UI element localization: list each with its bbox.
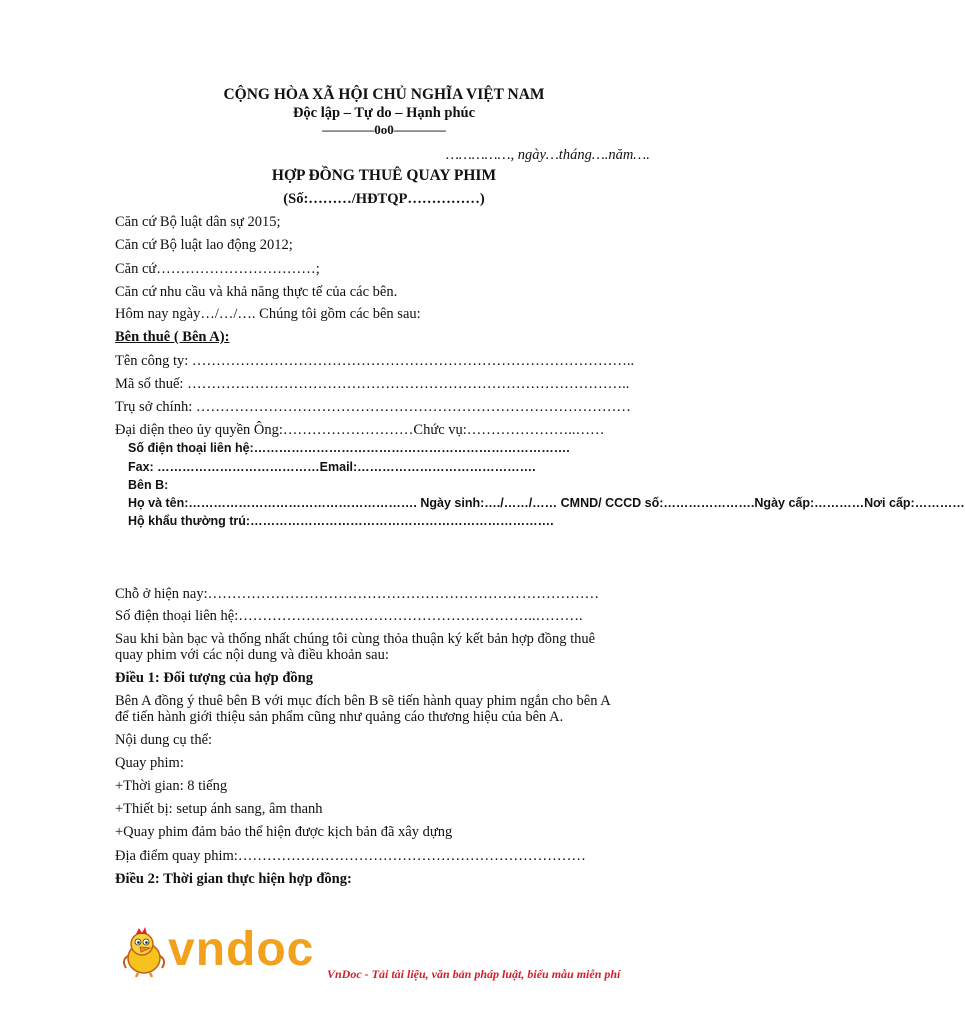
party-a-fax-email: Fax: …………………………………Email:…………………………………….	[128, 460, 536, 474]
party-a-tax-code: Mã số thuế: ………………………………………………………………………………..	[115, 376, 630, 392]
party-a-representative: Đại diện theo ủy quyền Ông:………………………Chức vụ:…………………..……	[115, 422, 605, 438]
party-b-address: Chỗ ở hiện nay:………………………………………………………………………	[115, 586, 600, 602]
article-1-heading: Điều 1: Đối tượng của hợp đồng	[115, 670, 313, 686]
basis-labor-code: Căn cứ Bộ luật lao động 2012;	[115, 237, 293, 253]
chicken-mascot-icon	[118, 926, 170, 978]
article-2-heading: Điều 2: Thời gian thực hiện hợp đồng:	[115, 871, 352, 887]
article-1-script: +Quay phim đảm bảo thể hiện được kịch bản đã xây dựng	[115, 824, 453, 840]
agreement-line-1: Sau khi bàn bạc và thống nhất chúng tôi cùng thỏa thuận ký kết bản hợp đồng thuê	[115, 631, 596, 647]
article-1-para-1: Bên A đồng ý thuê bên B với mục đích bên B sẽ tiến hành quay phim ngắn cho bên A	[115, 693, 611, 709]
basis-other: Căn cứ……………………………;	[115, 261, 320, 277]
party-a-phone: Số điện thoại liên hệ:………………………………………………………………….	[128, 441, 570, 455]
article-1-location: Địa điểm quay phim:………………………………………………………………	[115, 848, 586, 864]
article-1-content-label: Nội dung cụ thể:	[115, 732, 213, 748]
agreement-line-2: quay phim với các nội dung và điều khoản sau:	[115, 647, 389, 663]
date-intro: Hôm nay ngày…/…/…. Chúng tôi gồm các bên sau:	[115, 306, 421, 322]
contract-number: (Số:………/HĐTQP……………)	[283, 191, 485, 207]
party-a-heading: Bên thuê ( Bên A):	[115, 329, 230, 345]
article-1-equipment: +Thiết bị: setup ánh sang, âm thanh	[115, 801, 323, 817]
basis-needs: Căn cứ nhu cầu và khả năng thực tế của các bên.	[115, 284, 398, 300]
party-b-name-line: Họ và tên:………………………………………………. Ngày sinh:…./……/…… CMND/ CCCD số:………………….Ngày cấp:…………Nơi cấp:…………	[128, 496, 965, 510]
article-1-para-2: để tiến hành giới thiệu sản phẩm cũng như quảng cáo thương hiệu của bên A.	[115, 709, 564, 725]
basis-civil-code: Căn cứ Bộ luật dân sự 2015;	[115, 214, 281, 230]
footer-tagline: VnDoc - Tải tài liệu, văn bản pháp luật, biểu mẫu miễn phí	[327, 967, 621, 981]
nation-title: CỘNG HÒA XÃ HỘI CHỦ NGHĨA VIỆT NAM	[223, 86, 545, 103]
party-b-heading: Bên B:	[128, 478, 169, 492]
article-1-filming: Quay phim:	[115, 755, 184, 771]
motto: Độc lập – Tự do – Hạnh phúc	[292, 105, 476, 121]
vndoc-logo: vndoc	[168, 923, 315, 976]
separator: ————0o0————	[322, 122, 446, 137]
contract-title: HỢP ĐỒNG THUÊ QUAY PHIM	[271, 167, 497, 184]
party-a-company: Tên công ty: ………………………………………………………………………………..	[115, 353, 635, 369]
date-line: ……………, ngày…tháng….năm….	[446, 147, 650, 163]
article-1-time: +Thời gian: 8 tiếng	[115, 778, 228, 794]
party-b-phone: Số điện thoại liên hệ:……………………………………………………..……….	[115, 608, 583, 624]
party-a-office: Trụ sở chính: ………………………………………………………………………………	[115, 399, 631, 415]
party-b-residence: Hộ khẩu thường trú:……………………………………………………………….	[128, 514, 554, 528]
